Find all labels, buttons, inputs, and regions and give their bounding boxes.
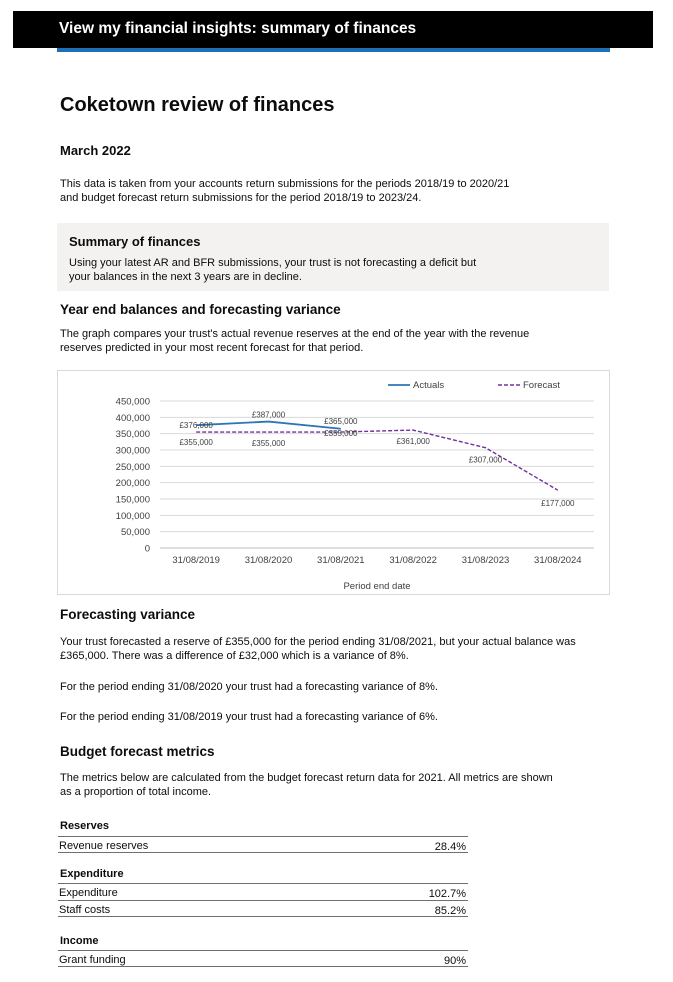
summary-panel <box>57 223 609 291</box>
series-line-actuals <box>196 422 341 429</box>
y-tick-label: 150,000 <box>115 494 150 506</box>
y-tick-label: 50,000 <box>120 527 150 539</box>
summary-text: Using your latest AR and BFR submissions, your trust is not forecasting a deficit but your balances in the next 3 years are in decline. <box>69 257 477 283</box>
summary-title: Summary of finances <box>69 234 201 249</box>
data-label: £307,000 <box>468 455 503 465</box>
variance-text-1: Your trust forecasted a reserve of £355,000 for the period ending 31/08/2021, but your actual balance was £365,000. There was a difference of £32,000 which is a variance of 8%. <box>60 636 576 662</box>
row-label: Expenditure <box>59 887 118 899</box>
row-value: 102.7% <box>428 888 466 900</box>
x-tick-label: 31/08/2020 <box>244 555 293 566</box>
y-tick-label: 300,000 <box>115 445 150 457</box>
y-tick-label: 350,000 <box>115 429 150 441</box>
banner-accent-rule <box>57 48 610 52</box>
data-label: £177,000 <box>541 499 575 509</box>
row-label: Revenue reserves <box>59 840 149 852</box>
x-tick-label: 31/08/2019 <box>172 555 220 566</box>
legend-label: Actuals <box>413 380 445 391</box>
chart-svg <box>58 371 611 596</box>
variance-text-3: For the period ending 31/08/2019 your trust had a forecasting variance of 6%. <box>60 711 438 723</box>
reserves-heading: Reserves <box>60 820 109 832</box>
balances-heading: Year end balances and forecasting variance <box>60 302 341 317</box>
data-label: £355,000 <box>251 439 286 449</box>
row-label: Grant funding <box>59 954 126 966</box>
banner-title: View my financial insights: summary of finances <box>59 20 417 37</box>
data-label: £361,000 <box>396 437 430 447</box>
data-label: £355,000 <box>179 438 213 448</box>
row-value: 85.2% <box>434 905 466 917</box>
row-value: 28.4% <box>434 841 466 853</box>
data-label: £376,000 <box>179 421 213 431</box>
variance-heading: Forecasting variance <box>60 607 196 622</box>
intro-text: This data is taken from your accounts return submissions for the periods 2018/19 to 2020/21 and budget forecast return submissions for the period 2018/19 to 2023/24. <box>60 178 510 204</box>
data-label: £365,000 <box>324 416 358 426</box>
report-date: March 2022 <box>60 143 131 158</box>
x-tick-label: 31/08/2022 <box>389 555 437 566</box>
x-tick-label: 31/08/2024 <box>534 555 582 566</box>
row-value: 90% <box>443 955 466 967</box>
table-row <box>58 836 468 853</box>
reserves-chart <box>57 370 610 595</box>
y-tick-label: 100,000 <box>115 510 150 522</box>
y-tick-label: 400,000 <box>115 412 150 424</box>
metrics-text: The metrics below are calculated from the budget forecast return data for 2021. All metrics are shown as a proportion of total income. <box>60 772 553 798</box>
income-heading: Income <box>60 935 99 947</box>
table-row <box>58 950 468 967</box>
legend-label: Forecast <box>523 380 560 391</box>
y-tick-label: 0 <box>144 543 150 555</box>
x-tick-label: 31/08/2021 <box>317 555 365 566</box>
metrics-heading: Budget forecast metrics <box>60 744 215 759</box>
table-row <box>58 900 468 917</box>
balances-text: The graph compares your trust's actual revenue reserves at the end of the year with the revenue reserves predicted in your most recent forecast for that period. <box>60 328 530 354</box>
y-tick-label: 200,000 <box>115 478 150 490</box>
data-label: £355,000 <box>324 429 358 439</box>
series-line-forecast <box>196 430 558 490</box>
y-tick-label: 250,000 <box>115 461 150 473</box>
x-axis-title: Period end date <box>343 581 411 592</box>
x-tick-label: 31/08/2023 <box>461 555 510 566</box>
table-row <box>58 883 468 900</box>
page-title: Coketown review of finances <box>60 94 335 116</box>
y-tick-label: 450,000 <box>115 396 150 408</box>
page-banner <box>13 11 653 48</box>
row-label: Staff costs <box>59 904 111 916</box>
data-label: £387,000 <box>251 410 286 420</box>
expenditure-heading: Expenditure <box>60 868 124 880</box>
variance-text-2: For the period ending 31/08/2020 your trust had a forecasting variance of 8%. <box>60 681 438 693</box>
